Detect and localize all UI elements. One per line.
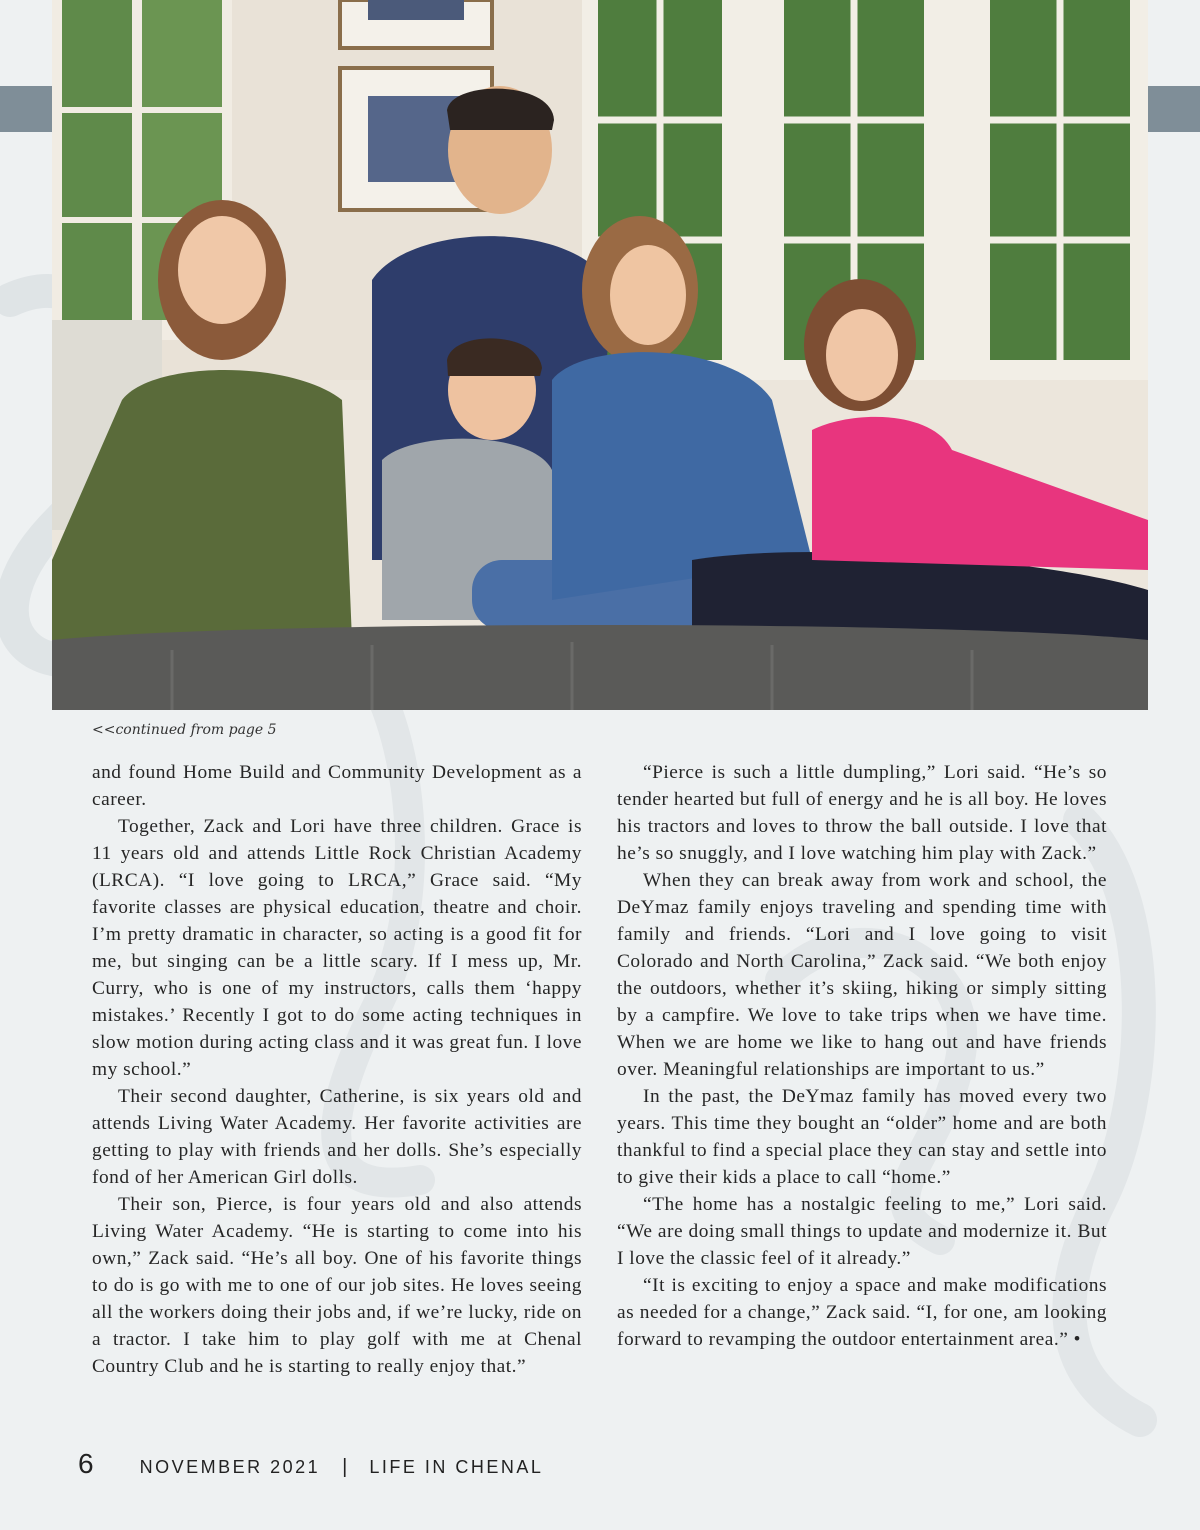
header-band-left — [0, 86, 60, 132]
header-band-right — [1140, 86, 1200, 132]
paragraph: Their second daughter, Catherine, is six years old and attends Living Water Academy. Her favorite activities are getting to play with friends and her dolls. She’s especially fond of her American Girl dolls. — [92, 1086, 582, 1188]
footer-separator: | — [342, 1456, 348, 1478]
paragraph: Together, Zack and Lori have three children. Grace is 11 years old and attends Little Rock Christian Academy (LRCA). “I love going to LRCA,” Grace said. “My favorite classes are physical education, theatre and choir. I’m pretty dramatic in character, so acting is a good fit for me, but singing can be a little scary. If I mess up, Mr. Curry, who is one of my instructors, calls them ‘happy mistakes.’ Recently I got to do some acting techniques in slow motion during acting class and it was great fun. I love my school.” — [92, 816, 582, 1080]
paragraph: “It is exciting to enjoy a space and make modifications as needed for a change,” Zack said. “I, for one, am looking forward to revamping the outdoor entertainment area.” • — [617, 1275, 1107, 1350]
page-footer — [78, 1448, 543, 1480]
issue-date: NOVEMBER 2021 — [139, 1457, 321, 1477]
paragraph: and found Home Build and Community Development as a career. — [92, 762, 582, 810]
paragraph: Their son, Pierce, is four years old and also attends Living Water Academy. “He is starting to come into his own,” Zack said. “He’s all boy. One of his favorite things to do is go with me to one of our job sites. He loves seeing all the workers doing their jobs and, if we’re lucky, ride on a tractor. I take him to play golf with me at Chenal Country Club and he is starting to really enjoy that.” — [92, 1194, 582, 1377]
paragraph: “The home has a nostalgic feeling to me,” Lori said. “We are doing small things to update and modernize it. But I love the classic feel of it already.” — [617, 1194, 1107, 1269]
paragraph: In the past, the DeYmaz family has moved every two years. This time they bought an “older” home and are both thankful to find a special place they can stay and settle into to give their kids a place to call “home.” — [617, 1086, 1107, 1188]
family-photo — [52, 0, 1148, 710]
article-column-right — [617, 759, 1107, 1353]
article-column-left — [92, 759, 582, 1380]
paragraph: “Pierce is such a little dumpling,” Lori said. “He’s so tender hearted but full of energy and he is all boy. He loves his tractors and loves to throw the ball outside. I love that he’s so snuggly, and I love watching him play with Zack.” — [617, 762, 1107, 864]
continued-note: <<continued from page 5 — [92, 722, 277, 738]
paragraph: When they can break away from work and school, the DeYmaz family enjoys traveling and spending time with family and friends. “Lori and I love going to visit Colorado and North Carolina,” Zack said. “We both enjoy the outdoors, whether it’s skiing, hiking or simply sitting by a campfire. We love to take trips when we have time. When we are home we like to hang out and have friends over. Meaningful relationships are important to us.” — [617, 870, 1107, 1080]
page-number: 6 — [78, 1448, 94, 1479]
magazine-title: LIFE IN CHENAL — [369, 1457, 544, 1477]
